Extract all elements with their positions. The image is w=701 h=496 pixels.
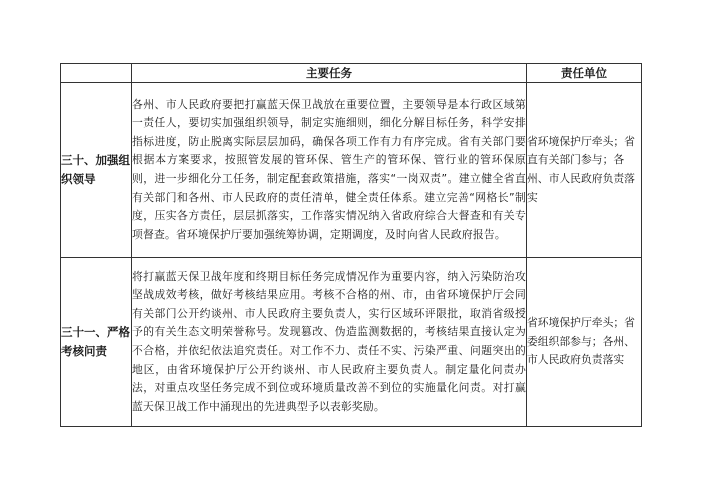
row-responsible: 省环境保护厅牵头；省委组织部参与；各州、市人民政府负责落实: [527, 258, 642, 427]
table-row: [61, 83, 642, 258]
row-task: 各州、市人民政府要把打赢蓝天保卫战放在重要位置，主要领导是本行政区域第一责任人，要切实加强组织领导，制定实施细则，细化分解目标任务，科学安排指标进度，防止脱离实际层层加码，确保各项工作有力有序完成。省有关部门要根据本方案要求，按照管发展的管环保、管生产的管环保、管行业的管环保原则，进一步细化分工任务，制定配套政策措施，落实“一岗双责”。建立健全省直有关部门和各州、市人民政府的责任清单，健全责任体系。建立完善“网格长”制度，压实各方责任，层层抓落实，工作落实情况纳入省政府综合大督查和有关专项督查。省环境保护厅要加强统筹协调，定期调度，及时向省人民政府报告。: [132, 83, 527, 258]
row-topic: 三十、加强组织领导: [61, 83, 132, 258]
row-responsible: 省环境保护厅牵头；省直有关部门参与；各州、市人民政府负责落实: [527, 83, 642, 258]
header-topic: [61, 64, 132, 83]
table-header-row: [61, 64, 642, 83]
table-row: [61, 258, 642, 427]
header-main-task: 主要任务: [132, 64, 527, 83]
header-responsible-unit: 责任单位: [527, 64, 642, 83]
task-table: [60, 63, 642, 427]
row-task: 将打赢蓝天保卫战年度和终期目标任务完成情况作为重要内容，纳入污染防治攻坚战成效考核，做好考核结果应用。考核不合格的州、市，由省环境保护厅会同有关部门公开约谈州、市人民政府主要负责人，实行区域环评限批，取消省级授予的有关生态文明荣誉称号。发现篡改、伪造监测数据的，考核结果直接认定为不合格，并依纪依法追究责任。对工作不力、责任不实、污染严重、问题突出的地区，由省环境保护厅公开约谈州、市人民政府主要负责人。制定量化问责办法，对重点攻坚任务完成不到位或环境质量改善不到位的实施量化问责。对打赢蓝天保卫战工作中涌现出的先进典型予以表彰奖励。: [132, 258, 527, 427]
row-topic: 三十一、严格考核问责: [61, 258, 132, 427]
